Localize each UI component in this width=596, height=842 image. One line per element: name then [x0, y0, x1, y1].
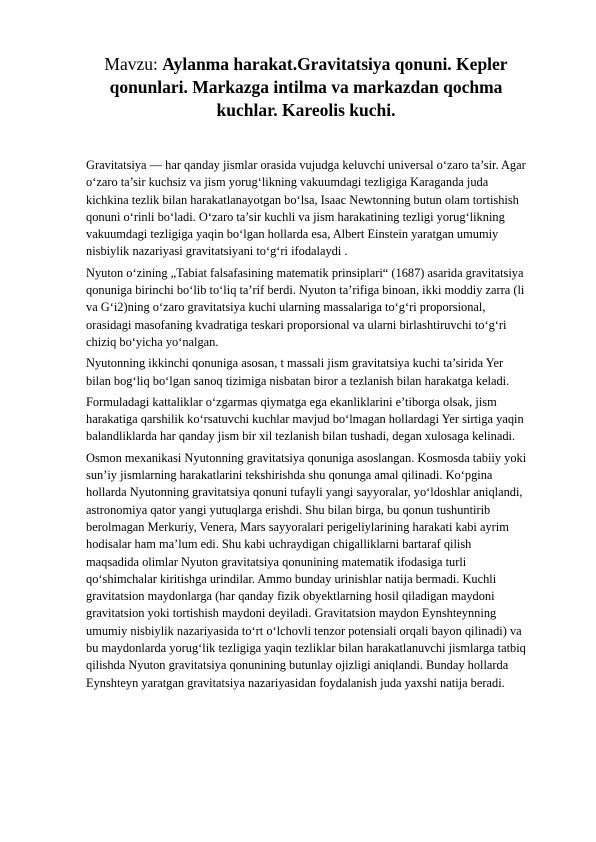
paragraph: Nyuton o‘zining „Tabiat falsafasining matematik prinsiplari“ (1687) asarida gravitatsiya qonuniga birinchi bo‘lib to‘liq ta’rif berdi. Nyuton ta’rifiga binoan, ikki moddiy zarra (li va G‘i2)ning o‘zaro gravitatsiya kuchi ularning massalariga to‘g‘ri proporsional, orasidagi masofaning kvadratiga teskari proporsional va ularni birlashtiruvchi to‘g‘ri chiziq bo‘yicha yo‘nalgan. [86, 265, 525, 349]
paragraph: Nyutonning ikkinchi qonuniga asosan, t massali jism gravitatsiya kuchi ta’sirida Yer bilan bog‘liq bo‘lgan sanoq tizimiga nisbatan biror a tezlanish bilan harakatga keladi. [86, 356, 510, 388]
title-main: Aylanma harakat.Gravitatsiya qonuni. Kepler qonunlari. Markazga intilma va markazdan qochma kuchlar. Kareolis kuchi. [109, 54, 508, 120]
title-prefix: Mavzu: [104, 54, 163, 74]
paragraph: Gravitatsiya — har qanday jismlar orasida vujudga keluvchi universal o‘zaro ta’sir. Agar o‘zaro ta’sir kuchsiz va jism yorug‘likning vakuumdagi tezligiga Karaganda juda kichkina tezlik bilan harakatlanayotgan bo‘lsa, Isaac Newtonning butun olam tortishish qonuni o‘rinli bo‘ladi. O‘zaro ta’sir kuchli va jism harakatining tezligi yorug‘likning vakuumdagi tezligiga yaqin bo‘lgan hollarda esa, Albert Einstein yaratgan umumiy nisbiylik nazariyasi gravitatsiyani to‘g‘ri ifodalaydi . [86, 158, 526, 259]
document-title [96, 53, 516, 122]
document-body [86, 157, 527, 696]
paragraph: Formuladagi kattaliklar o‘zgarmas qiymatga ega ekanliklarini e’tiborga olsak, jism harakatiga qarshilik ko‘rsatuvchi kuchlar mavjud bo‘lmagan hollardagi Yer sirtiga yaqin balandliklarda har qanday jism bir xil tezlanish bilan tushadi, degan xulosaga kelinadi. [86, 394, 524, 444]
paragraph: Osmon mexanikasi Nyutonning gravitatsiya qonuniga asoslangan. Kosmosda tabiiy yoki sun’iy jismlarning harakatlarini tekshirishda shu qonunga amal qilinadi. Ko‘pgina hollarda Nyutonning gravitatsiya qonuni tufayli yangi sayyoralar, yo‘ldoshlar aniqlandi, astronomiya qator yangi yutuqlarga erishdi. Shu bilan birga, bu qonun tushuntirib berolmagan Merkuriy, Venera, Mars sayyoralari perigeliylarining harakati kabi ayrim hodisalar ham ma’lum edi. Shu kabi uchraydigan chigalliklarni bartaraf qilish maqsadida olimlar Nyuton gravitatsiya qonunining matematik ifodasiga turli qo‘shimchalar kiritishga urindilar. Ammo bunday urinishlar natija bermadi. Kuchli gravitatsion maydonlarga (har qanday fizik obyektlarning hosil qiladigan maydoni gravitatsion yoki tortishish maydoni deyiladi. Gravitatsion maydon Eynshteynning umumiy nisbiylik nazariyasida to‘rt o‘lchovli tenzor potensiali orqali bayon qilinadi) va bu maydonlarda yorug‘lik tezligiga yaqin tezliklar bilan harakatlanuvchi jismlarga tatbiq qilishda Nyuton gravitatsiya qonunining butunlay ojizligi aniqlandi. Bunday hollarda Eynshteyn yaratgan gravitatsiya nazariyasidan foydalanish juda yaxshi natija beradi. [86, 450, 527, 690]
